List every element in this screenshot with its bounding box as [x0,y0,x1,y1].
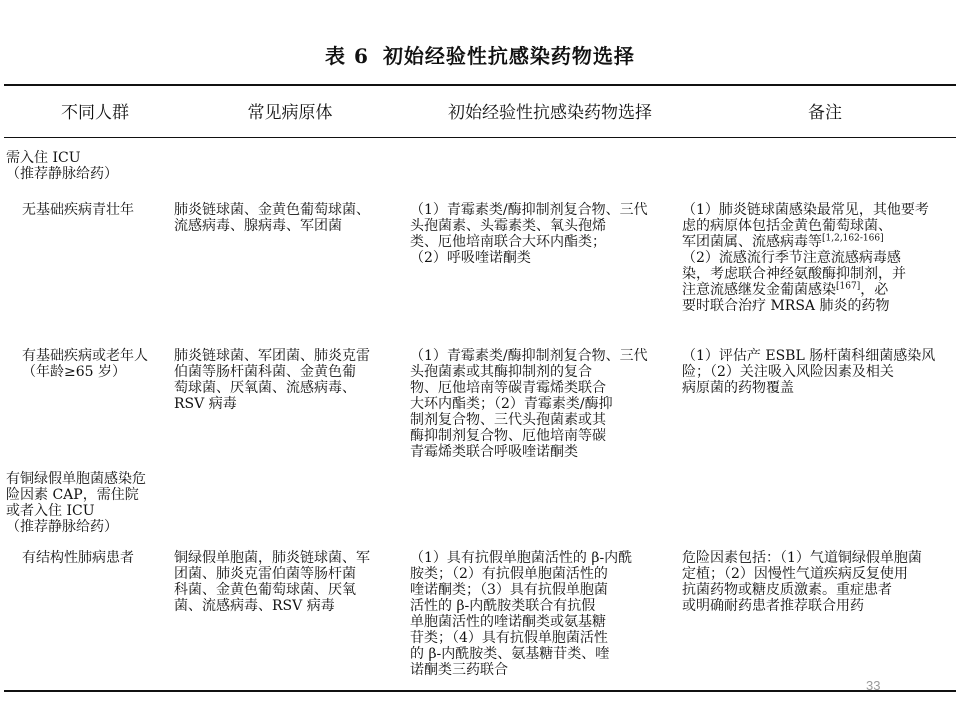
notes-structural-lung-disease: 危险因素包括：（1）气道铜绿假单胞菌 定植；（2）因慢性气道疾病反复使用 抗菌药物或糖皮质激素。重症患者 或明确耐药患者推荐联合用药 [682,550,922,614]
table-caption: 初始经验性抗感染药物选择 [382,44,635,68]
header-notes: 备注 [808,103,842,123]
header-rule [4,137,956,138]
population-elderly: 有基础疾病或老年人 （年龄≥65 岁） [22,348,148,380]
table-number: 表 6 [325,44,369,68]
group-pseudomonas-risk: 有铜绿假单胞菌感染危 险因素 CAP，需住院 或者入住 ICU （推荐静脉给药） [6,471,146,535]
drugs-young-healthy: （1）青霉素类/酶抑制剂复合物、三代 头孢菌素、头霉素类、氧头孢烯 类、厄他培南联合大环内酯类； （2）呼吸喹诺酮类 [410,202,648,266]
notes-part-c: ，必 要时联合治疗 MRSA 肺炎的药物 [682,282,890,314]
bottom-rule [4,690,956,692]
drugs-elderly: （1）青霉素类/酶抑制剂复合物、三代 头孢菌素或其酶抑制剂的复合 物、厄他培南等碳青霉烯类联合 大环内酯类；（2）青霉素类/酶抑 制剂复合物、三代头孢菌素或其 酶抑制剂复合物、厄他培南等碳 青霉烯类联合呼吸喹诺酮类 [410,348,648,460]
reference-a: [1,2,162-166] [822,233,884,244]
pathogens-elderly: 肺炎链球菌、军团菌、肺炎克雷 伯菌等肠杆菌科菌、金黄色葡 萄球菌、厌氧菌、流感病毒、 RSV 病毒 [174,348,370,412]
top-rule [4,84,956,86]
pathogens-structural-lung-disease: 铜绿假单胞菌，肺炎链球菌、军 团菌、肺炎克雷伯菌等肠杆菌 科菌、金黄色葡萄球菌、厌氧 菌、流感病毒、RSV 病毒 [174,550,370,614]
drugs-structural-lung-disease: （1）具有抗假单胞菌活性的 β-内酰 胺类；（2）有抗假单胞菌活性的 喹诺酮类；（3）具有抗假单胞菌 活性的 β-内酰胺类联合有抗假 单胞菌活性的喹诺酮类或氨基糖 苷类；（4）具有抗假单胞菌活性 的 β-内酰胺类、氨基糖苷类、喹 诺酮类三药联合 [410,550,633,678]
table-title [0,40,960,69]
reference-b: [167] [836,281,861,292]
notes-young-healthy [682,202,952,314]
page-number: 33 [866,678,881,693]
notes-elderly: （1）评估产 ESBL 肠杆菌科细菌感染风 险；（2）关注吸入风险因素及相关 病原菌的药物覆盖 [682,348,936,396]
notes-part-b: （2）流感流行季节注意流感病毒感 染，考虑联合神经氨酸酶抑制剂，并 注意流感继发金葡菌感染 [682,250,906,298]
header-population: 不同人群 [61,103,129,123]
population-structural-lung-disease: 有结构性肺病患者 [22,550,134,566]
header-pathogens: 常见病原体 [247,103,333,123]
header-drugs: 初始经验性抗感染药物选择 [448,103,652,123]
pathogens-young-healthy: 肺炎链球菌、金黄色葡萄球菌、 流感病毒、腺病毒、军团菌 [174,202,370,234]
population-young-healthy: 无基础疾病青壮年 [22,202,134,218]
notes-part-a: （1）肺炎链球菌感染最常见，其他要考 虑的病原体包括金黄色葡萄球菌、 军团菌属、流感病毒等 [682,202,929,250]
group-icu: 需入住 ICU （推荐静脉给药） [6,150,118,182]
